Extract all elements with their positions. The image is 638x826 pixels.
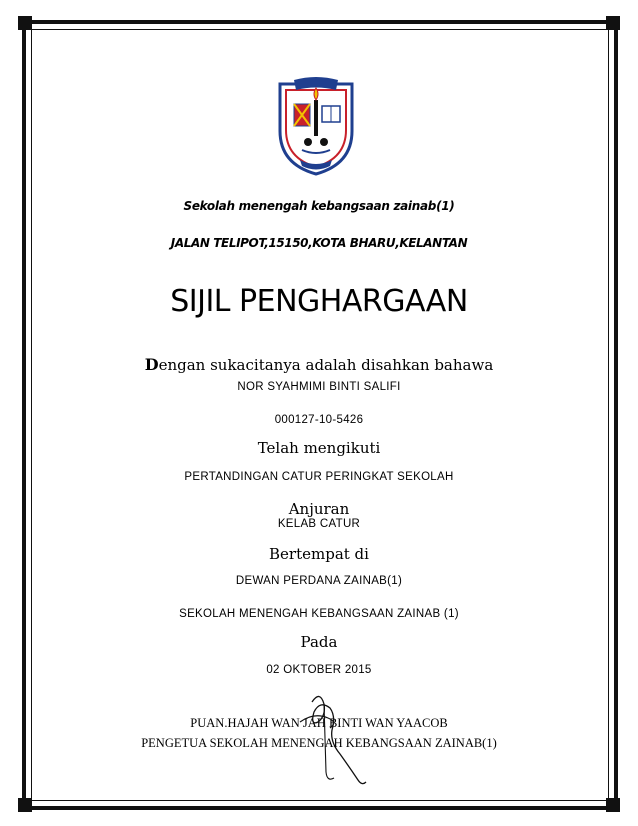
competition-name: PERTANDINGAN CATUR PERINGKAT SEKOLAH <box>184 471 454 483</box>
participated-label: Telah mengikuti <box>257 439 381 457</box>
border-corner-ornament <box>18 16 32 30</box>
organizer-label: Anjuran <box>288 500 350 518</box>
certificate-title: SIJIL PENGHARGAAN <box>170 284 468 319</box>
school-name: Sekolah menengah kebangsaan zainab(1) <box>183 199 455 213</box>
intro-text: engan sukacitanya adalah disahkan bahawa <box>158 356 494 374</box>
handwritten-signature <box>280 682 390 792</box>
signatory-title: PENGETUA SEKOLAH MENENGAH KEBANGSAAN ZAINAB(1) <box>141 736 497 750</box>
school-crest-logo <box>272 76 360 176</box>
border-corner-ornament <box>18 798 32 812</box>
venue-label: Bertempat di <box>269 545 369 563</box>
border-corner-ornament <box>606 16 620 30</box>
recipient-ic-number: 000127-10-5426 <box>274 414 364 426</box>
venue-line-1: DEWAN PERDANA ZAINAB(1) <box>235 575 403 587</box>
border-corner-ornament <box>606 798 620 812</box>
organizer-name: KELAB CATUR <box>277 518 361 530</box>
date-label: Pada <box>300 633 338 651</box>
certificate-intro <box>0 355 638 374</box>
venue-line-2: SEKOLAH MENENGAH KEBANGSAAN ZAINAB (1) <box>179 608 459 620</box>
intro-initial: D <box>144 355 159 374</box>
recipient-name: NOR SYAHMIMI BINTI SALIFI <box>237 381 401 393</box>
signatory-name: PUAN.HAJAH WAN JAH BINTI WAN YAACOB <box>190 716 448 730</box>
event-date: 02 OKTOBER 2015 <box>266 664 372 676</box>
school-address: JALAN TELIPOT,15150,KOTA BHARU,KELANTAN <box>170 236 468 250</box>
